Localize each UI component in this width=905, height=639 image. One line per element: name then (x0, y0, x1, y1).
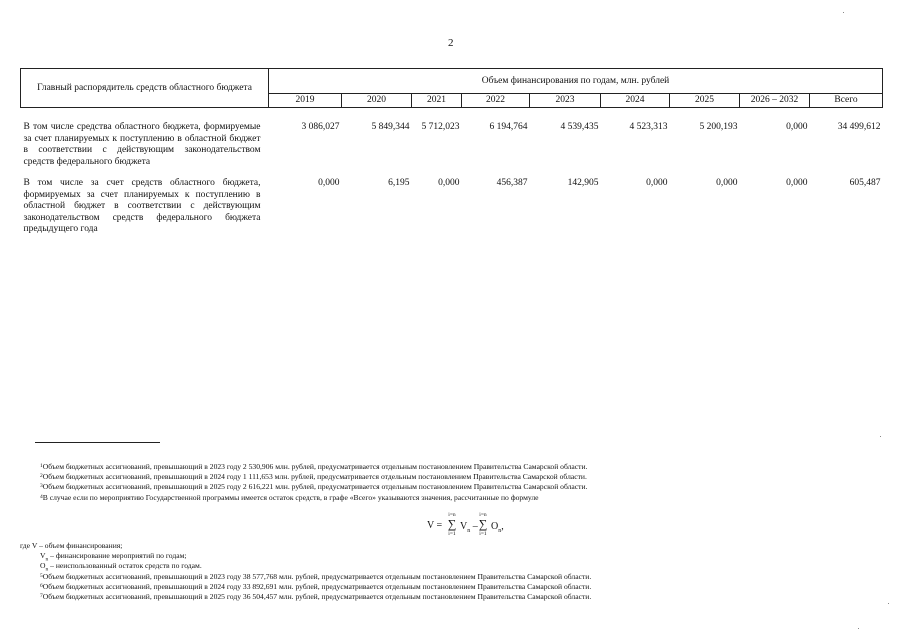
table-cell: 5 849,344 (371, 122, 410, 132)
footnote: $^1$Объем бюджетных ассигнований, превышающий в 2023 году 2 530,906 млн. рублей, предусматривается отдельным постановлением Правительства Самарской области. (40, 462, 588, 471)
table-cell: 0,000 (318, 178, 340, 188)
table-cell: 0,000 (716, 178, 738, 188)
footnote: $^5$Объем бюджетных ассигнований, превышающий в 2023 году 38 577,768 млн. рублей, предусматривается отдельным постановлением Правительства Самарской области. (40, 572, 592, 581)
table-cell: 0,000 (646, 178, 668, 188)
year-header: 2019 (269, 94, 342, 108)
year-header: 2022 (462, 94, 530, 108)
table-cell: 6,195 (388, 178, 410, 188)
total-header: Всего (810, 94, 883, 108)
footnote-separator (35, 442, 160, 443)
header-distributor: Главный распорядитель средств областного бюджета (21, 69, 269, 108)
table-cell: 4 539,435 (560, 122, 599, 132)
footnote: $^2$Объем бюджетных ассигнований, превышающий в 2024 году 1 111,653 млн. рублей, предусматривается отдельным постановлением Правительства Самарской области. (40, 472, 587, 481)
table-cell: 0,000 (786, 178, 808, 188)
footnote: $^4$В случае если по мероприятию Государственной программы имеется остаток средств, в графе «Всего» указываются значения, рассчитанные по формуле (40, 493, 539, 502)
row-label: В том числе средства областного бюджета, формируемые за счет планируемых к поступлению в областной бюджет в соответствии с действующим законодательством средств федерального бюджета (23, 122, 261, 167)
table-cell: 0,000 (786, 122, 808, 132)
table-cell: 456,387 (496, 178, 528, 188)
year-header: 2025 (670, 94, 740, 108)
table-cell: 6 194,764 (489, 122, 528, 132)
year-header: 2024 (601, 94, 670, 108)
formula (427, 512, 522, 540)
table-cell: 0,000 (438, 178, 460, 188)
footnote: $^6$Объем бюджетных ассигнований, превышающий в 2024 году 33 892,691 млн. рублей, предусматривается отдельным постановлением Правительства Самарской области. (40, 582, 592, 591)
table-cell-total: 605,487 (849, 178, 881, 188)
definition: где V – объем финансирования; (20, 541, 123, 550)
table-cell: 142,905 (567, 178, 599, 188)
scan-speck (888, 603, 889, 604)
formula-term: $O_n$, (491, 521, 504, 534)
footnote: $^7$Объем бюджетных ассигнований, превышающий в 2025 году 36 504,457 млн. рублей, предусматривается отдельным постановлением Правительства Самарской области. (40, 592, 592, 601)
table-row (21, 178, 883, 236)
formula-term: $V_n$ – (460, 521, 478, 534)
formula-lhs: V = (427, 520, 443, 531)
year-header: 2021 (412, 94, 462, 108)
sum-symbol: i=n ∑ i=1 (447, 512, 457, 537)
header-financing-by-year: Объем финансирования по годам, млн. рублей (269, 69, 883, 94)
sum-symbol: i=n ∑ i=1 (478, 512, 488, 537)
table-cell: 5 712,023 (421, 122, 460, 132)
table-cell-total: 34 499,612 (837, 122, 881, 132)
financing-table (20, 68, 883, 236)
table-cell: 4 523,313 (629, 122, 668, 132)
scan-speck (880, 436, 881, 437)
table-row (21, 122, 883, 168)
definition: $V_n$ – финансирование мероприятий по годам; (40, 551, 187, 563)
page-number: 2 (448, 37, 454, 49)
scan-speck (858, 628, 859, 629)
year-header: 2020 (342, 94, 412, 108)
scan-speck (843, 12, 844, 13)
table-cell: 5 200,193 (699, 122, 738, 132)
year-header: 2026 – 2032 (740, 94, 810, 108)
definition: $O_n$ – неиспользованный остаток средств по годам. (40, 561, 202, 573)
table-cell: 3 086,027 (301, 122, 340, 132)
row-label: В том числе за счет средств областного бюджета, формируемых за счет планируемых к поступлению в областной бюджет в соответствии с действующим законодательством средств федерального бюджета предыдущего года (23, 178, 261, 234)
footnote: $^3$Объем бюджетных ассигнований, превышающий в 2025 году 2 616,221 млн. рублей, предусматривается отдельным постановлением Правительства Самарской области. (40, 482, 588, 491)
year-header: 2023 (530, 94, 601, 108)
